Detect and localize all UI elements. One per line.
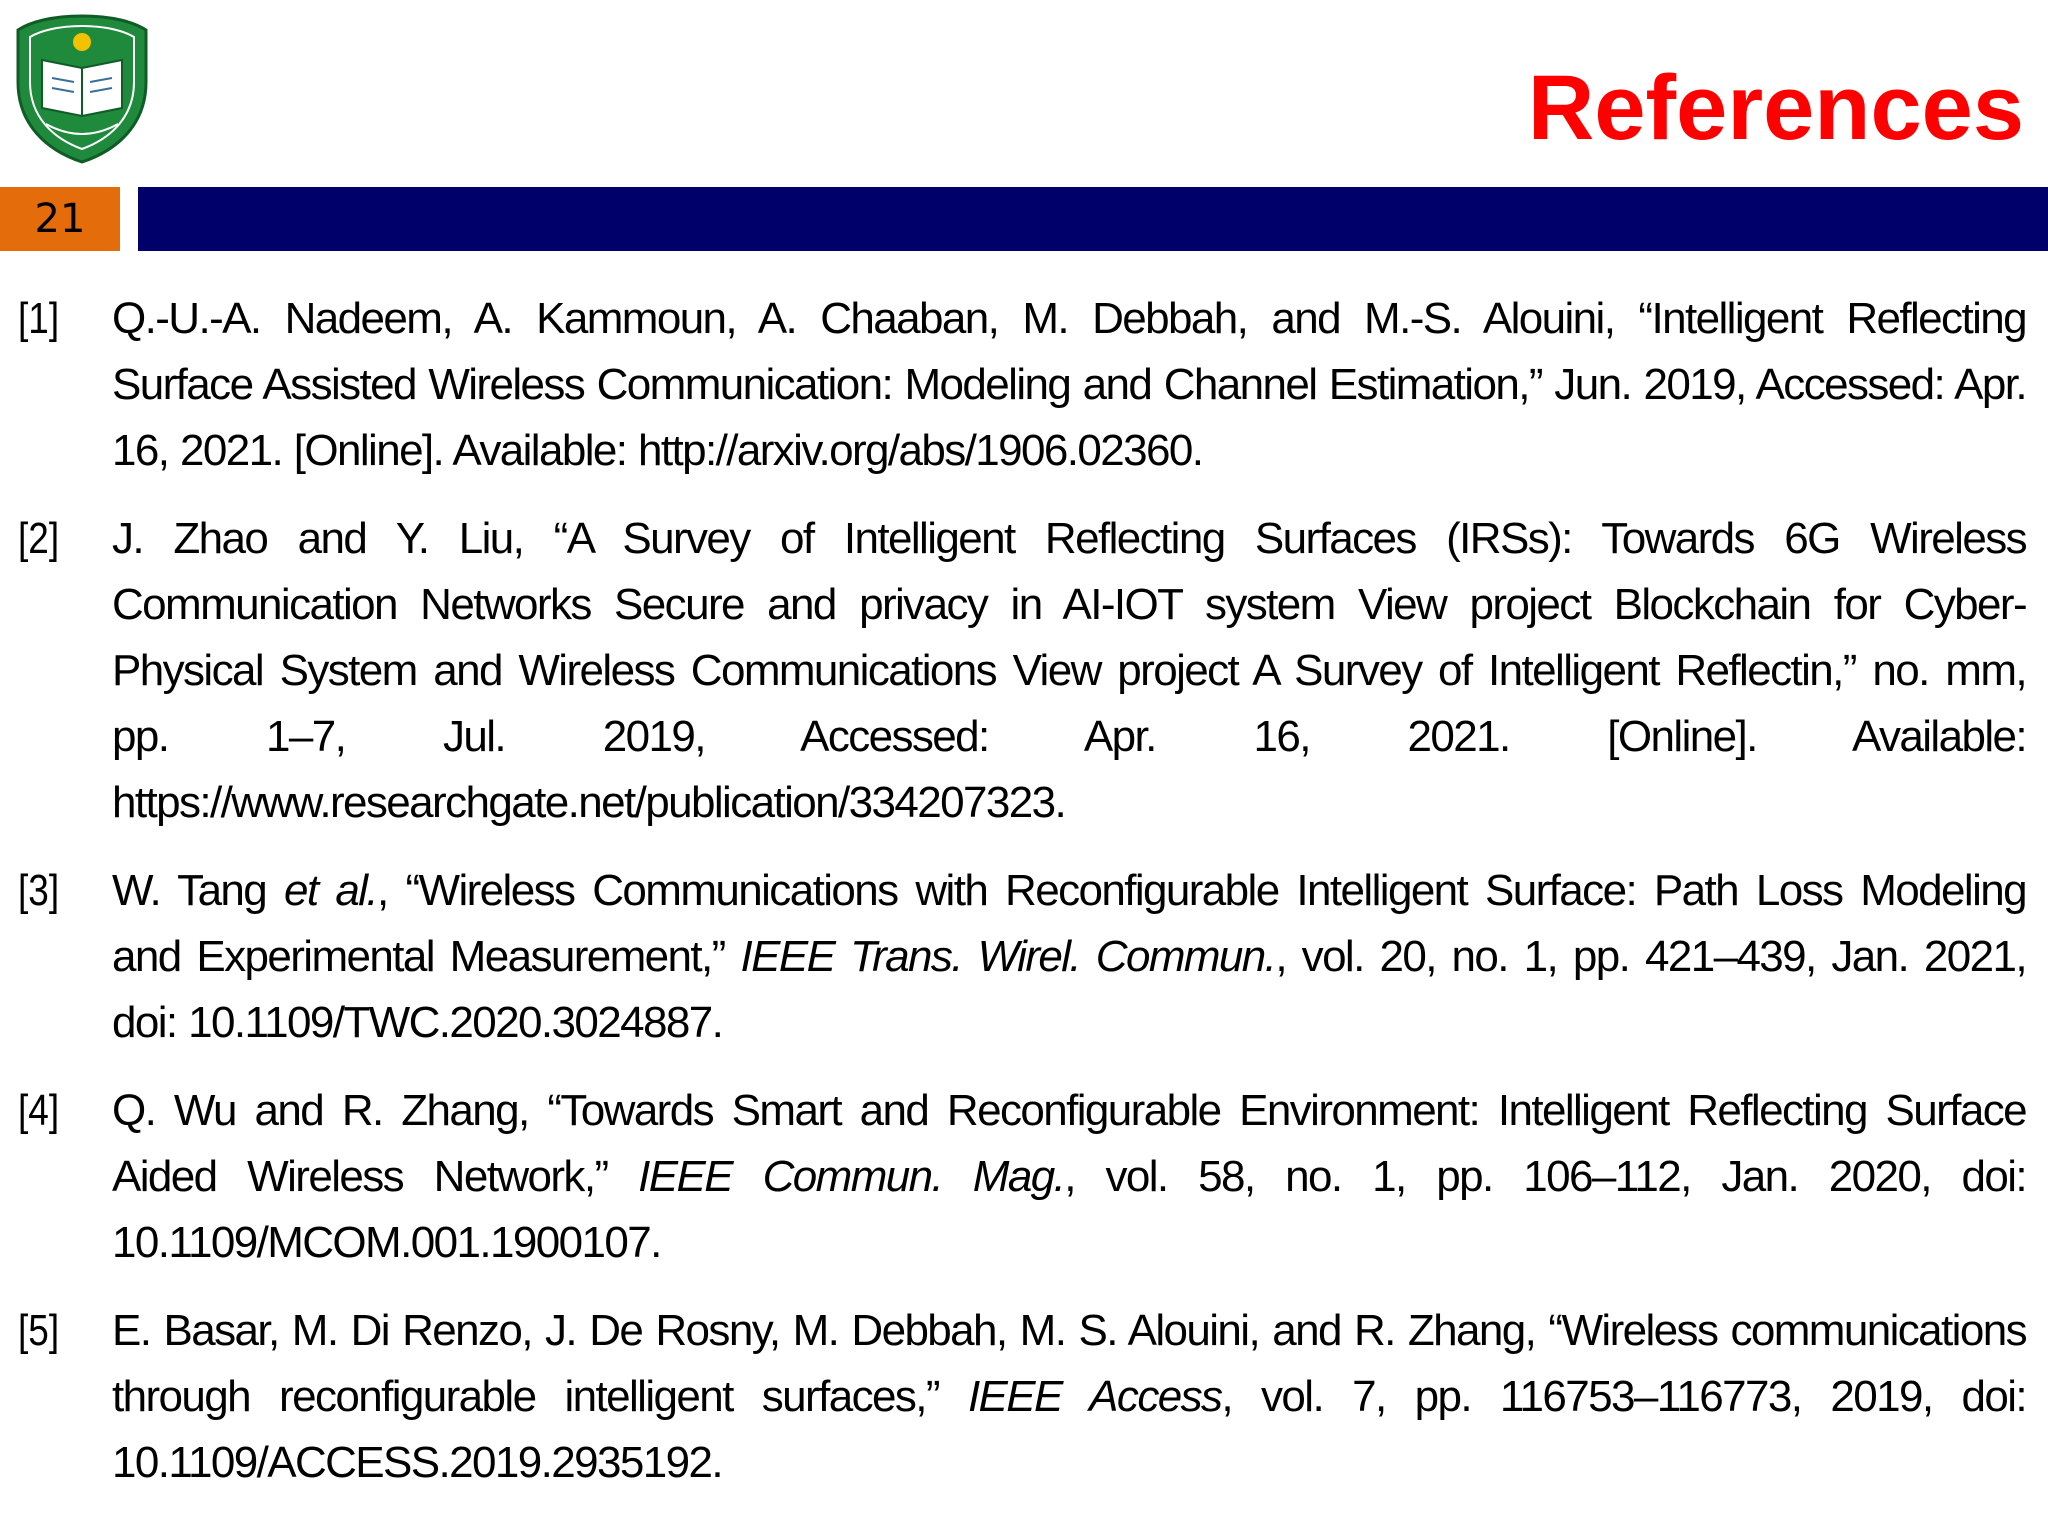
reference-number: [4] — [18, 1086, 60, 1135]
reference-item — [18, 1298, 2026, 1496]
reference-text — [112, 286, 2026, 484]
reference-text — [112, 858, 2026, 1056]
reference-segment: , vol. 58, no. 1, pp. 106–112, Jan. 2020, doi: 10.1109/MCOM.001.1900107. — [112, 1152, 2026, 1267]
reference-italic-segment: et al. — [284, 866, 378, 915]
reference-list — [18, 286, 2026, 1518]
university-shield-logo — [12, 12, 152, 164]
slide-number: 21 — [0, 187, 120, 251]
reference-segment: , “Wireless Communications with Reconfigurable Intelligent Surface: Path Loss Modeling and Experimental Measurement,” — [112, 866, 2026, 981]
reference-segment: E. Basar, M. Di Renzo, J. De Rosny, M. Debbah, M. S. Alouini, and R. Zhang, “Wireless communications through reconfigurable intelligent surfaces,” — [112, 1306, 2026, 1421]
reference-text — [112, 1078, 2026, 1276]
reference-number: [3] — [18, 866, 60, 915]
reference-segment: J. Zhao and Y. Liu, “A Survey of Intelligent Reflecting Surfaces (IRSs): Towards 6G Wireless Communication Networks Secure and privacy in AI-IOT system View project Blockchain for Cyber-Physical System and Wireless Communications View project A Survey of Intelligent Reflectin,” no. mm, pp. 1–7, Jul. 2019, Accessed: Apr. 16, 2021. [Online]. Available: https://www.researchgate.net/publication/334207323. — [112, 514, 2026, 827]
reference-number: [5] — [18, 1306, 60, 1355]
reference-italic-segment: IEEE Access — [967, 1372, 1222, 1421]
reference-text — [112, 506, 2026, 836]
reference-item — [18, 286, 2026, 484]
header-bar — [138, 187, 2048, 251]
reference-italic-segment: IEEE Commun. Mag. — [638, 1152, 1065, 1201]
reference-segment: Q.-U.-A. Nadeem, A. Kammoun, A. Chaaban, M. Debbah, and M.-S. Alouini, “Intelligent Reflecting Surface Assisted Wireless Communication: Modeling and Channel Estimation,” Jun. 2019, Accessed: Apr. 16, 2021. [Online]. Available: http://arxiv.org/abs/1906.02360. — [112, 294, 2026, 475]
reference-item — [18, 1078, 2026, 1276]
reference-number: [1] — [18, 294, 60, 343]
reference-text — [112, 1298, 2026, 1496]
reference-item — [18, 506, 2026, 836]
reference-segment: W. Tang — [112, 866, 285, 915]
reference-italic-segment: IEEE Trans. Wirel. Commun. — [740, 932, 1276, 981]
slide-title: References — [1527, 57, 2024, 159]
reference-segment: , vol. 20, no. 1, pp. 421–439, Jan. 2021, doi: 10.1109/TWC.2020.3024887. — [112, 932, 2027, 1047]
reference-number: [2] — [18, 514, 60, 563]
reference-segment: , vol. 7, pp. 116753–116773, 2019, doi: 10.1109/ACCESS.2019.2935192. — [112, 1372, 2026, 1487]
reference-item — [18, 858, 2026, 1056]
reference-segment: Q. Wu and R. Zhang, “Towards Smart and Reconfigurable Environment: Intelligent Reflecting Surface Aided Wireless Network,” — [112, 1086, 2026, 1201]
